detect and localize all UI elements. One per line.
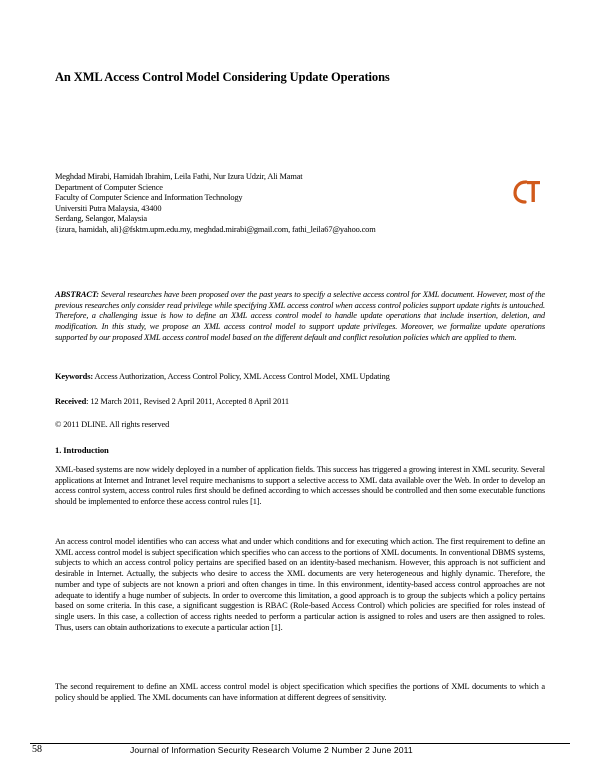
- abstract: [55, 290, 545, 344]
- author-block: [55, 172, 495, 236]
- received-text: : 12 March 2011, Revised 2 April 2011, Accepted 8 April 2011: [86, 397, 289, 406]
- affiliation-line: Faculty of Computer Science and Information Technology: [55, 193, 243, 203]
- copyright-notice: © 2011 DLINE. All rights reserved: [55, 420, 170, 429]
- journal-logo-icon: [512, 178, 542, 204]
- page-number: 58: [32, 744, 42, 755]
- keywords: [55, 372, 545, 381]
- abstract-label: ABSTRACT:: [55, 290, 99, 299]
- keywords-label: Keywords:: [55, 372, 93, 381]
- affiliation-line: Department of Computer Science: [55, 182, 163, 192]
- affiliation-line: Universiti Putra Malaysia, 43400: [55, 203, 162, 213]
- section-heading: 1. Introduction: [55, 445, 109, 455]
- author-emails: {izura, hamidah, ali}@fsktm.upm.edu.my, meghdad.mirabi@gmail.com, fathi_leila67@yahoo.com: [55, 224, 376, 234]
- keywords-text: Access Authorization, Access Control Policy, XML Access Control Model, XML Updating: [94, 372, 390, 381]
- received-label: Received: [55, 397, 87, 406]
- body-paragraph: An access control model identifies who can access what and under which conditions and for executing which action. The first requirement to define an XML access control model is subject specification which specifies who can access to the portions of XML documents. In conventional DBMS systems, subjects to which an access control policy pertains are specified based on an identity-based mechanism. However, this approach is not sufficient and desirable in Internet. Actually, the subjects who desire to access the XML documents are very heterogeneous and highly dynamic. Therefore, the number and type of subjects are not known a priori and often changes in time. In this environment, identity-based access control approaches are not adequate to identify a huge number of subjects. In order to overcome this limitation, a good approach is to group the subjects which a policy pertains based on some criteria. In this case, a significant suggestion is RBAC (Role-based Access Control) which policies are specified for roles instead of single users. In this case, a collection of access rights needed to perform a particular action is assigned to roles and users are then assigned to roles. Thus, users can obtain authorizations to execute a particular action [1].: [55, 537, 545, 632]
- affiliation-line: Serdang, Selangor, Malaysia: [55, 214, 147, 224]
- received-dates: [55, 397, 545, 406]
- paper-title: An XML Access Control Model Considering Update Operations: [55, 70, 390, 84]
- journal-footer: Journal of Information Security Research Volume 2 Number 2 June 2011: [130, 745, 413, 755]
- body-paragraph: The second requirement to define an XML access control model is object specification which specifies the portions of XML documents to which a policy should be applied. The XML documents can have information at different degrees of sensitivity.: [55, 682, 545, 702]
- author-names: Meghdad Mirabi, Hamidah Ibrahim, Leila Fathi, Nur Izura Udzir, Ali Mamat: [55, 172, 303, 181]
- footer-rule: [30, 743, 570, 744]
- body-paragraph: XML-based systems are now widely deployed in a number of application fields. This success has triggered a growing interest in XML security. Several applications at Internet and Intranet level require mechanisms to support a selective access to XML data available over the Web. In order to develop an access control system, access control rules first should be defined according to which accesses should be controlled and then some executable functions should be implemented to enforce these access control rules [1].: [55, 465, 545, 507]
- abstract-text: Several researches have been proposed over the past years to specify a selective access control for XML document. However, most of the previous researches only consider read privilege while specifying XML access control when access control policies support update rights is untouched. Therefore, a challenging issue is how to define an XML access control model to handle update operations that include insertion, deletion, and modification. In this study, we propose an XML access control model to support update privileges. Moreover, we formalize update operations supported by our proposed XML access control model based on the different default and conflict resolution policies which are applied to them.: [55, 290, 545, 342]
